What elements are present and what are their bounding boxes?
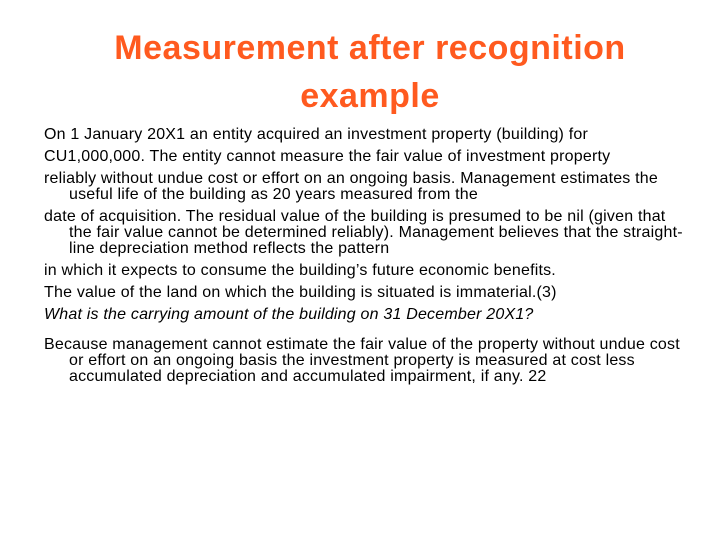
paragraph-1: On 1 January 20X1 an entity acquired an investment property (building) for xyxy=(44,126,588,143)
slide-title xyxy=(40,24,700,120)
slide-title-line-1: Measurement after recognition xyxy=(114,29,626,67)
answer-paragraph: Because management cannot estimate the fair value of the property without undue cost or effort on an ongoing basis the investment property is measured at cost less accumulated depreciation and accumulated impairment, if any. 22 xyxy=(44,336,680,385)
paragraph-2: CU1,000,000. The entity cannot measure the fair value of investment property xyxy=(44,148,611,165)
paragraph-5: in which it expects to consume the building’s future economic benefits. xyxy=(44,262,556,279)
slide-body xyxy=(44,127,689,391)
paragraph-4: date of acquisition. The residual value of the building is presumed to be nil (given that the fair value cannot be determined reliably). Management believes that the straight-line depreciation method reflects the pattern xyxy=(44,208,683,257)
slide-title-line-2: example xyxy=(300,77,440,115)
paragraph-6: The value of the land on which the building is situated is immaterial.(3) xyxy=(44,284,557,301)
paragraph-3: reliably without undue cost or effort on an ongoing basis. Management estimates the useful life of the building as 20 years measured from the xyxy=(44,170,658,203)
question-paragraph: What is the carrying amount of the building on 31 December 20X1? xyxy=(44,306,534,323)
